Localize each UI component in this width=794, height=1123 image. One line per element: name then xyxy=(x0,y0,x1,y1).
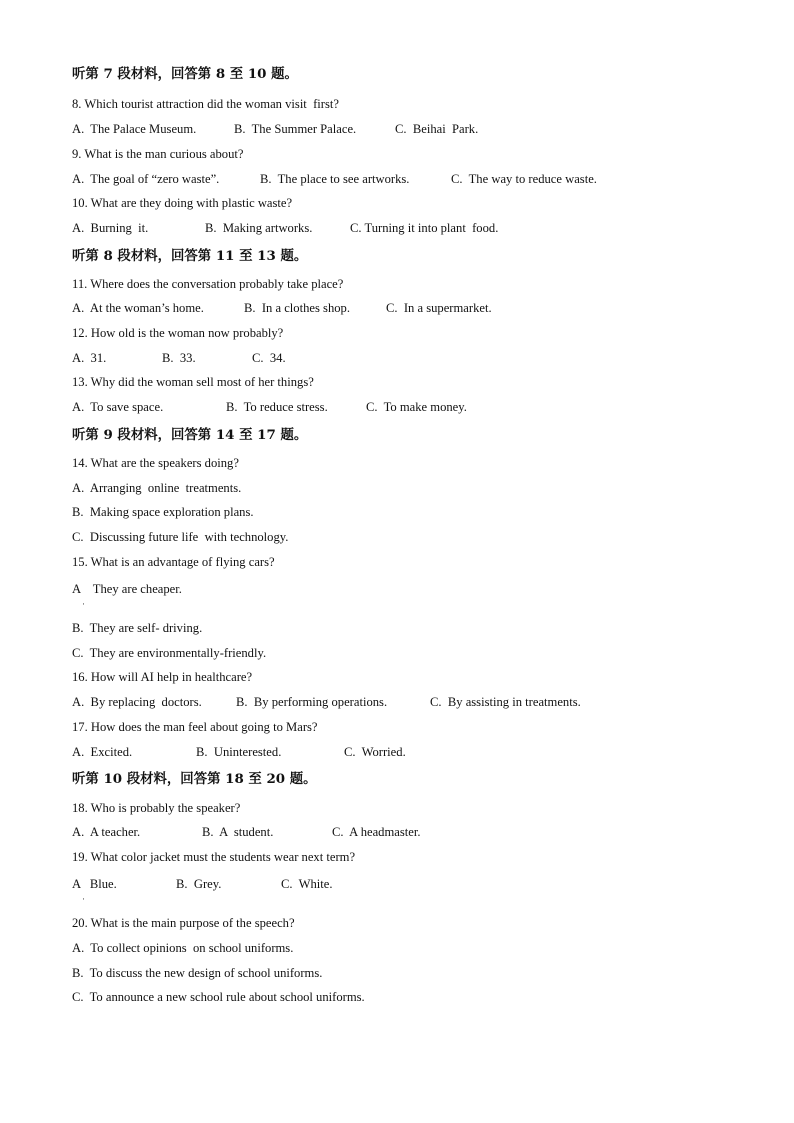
section-heading-9: 听第 9 段材料，回答第 14 至 17 题。 xyxy=(72,427,308,443)
option-a: A. At the woman’s home. xyxy=(72,301,204,315)
section-heading-7: 听第 7 段材料，回答第 8 至 10 题。 xyxy=(72,66,298,82)
question-17-stem: 17. How does the man feel about going to Mars? xyxy=(72,720,318,734)
option-a: A. By replacing doctors. xyxy=(72,695,202,709)
option-b: B. In a clothes shop. xyxy=(244,301,350,315)
question-12-stem: 12. How old is the woman now probably? xyxy=(72,326,284,340)
option-c: C. Worried. xyxy=(344,745,406,759)
option-c: C. Turning it into plant food. xyxy=(350,221,499,235)
question-14-option-a: A. Arranging online treatments. xyxy=(72,481,242,495)
stray-dot: · xyxy=(82,599,85,609)
question-10-stem: 10. What are they doing with plastic waste? xyxy=(72,196,293,210)
option-a: A. The Palace Museum. xyxy=(72,122,197,136)
question-20-option-c: C. To announce a new school rule about school uniforms. xyxy=(72,990,365,1004)
option-c: C. White. xyxy=(281,877,333,891)
section-heading-8: 听第 8 段材料，回答第 11 至 13 题。 xyxy=(72,248,308,264)
option-b: B. To reduce stress. xyxy=(226,400,328,414)
option-c: C. 34. xyxy=(252,351,286,365)
option-a: A. 31. xyxy=(72,351,107,365)
question-9-stem: 9. What is the man curious about? xyxy=(72,147,244,161)
stray-dot: · xyxy=(82,894,85,904)
option-b: B. The Summer Palace. xyxy=(234,122,357,136)
option-a: A Blue. xyxy=(72,877,117,891)
question-14-option-b: B. Making space exploration plans. xyxy=(72,505,254,519)
question-13-stem: 13. Why did the woman sell most of her things? xyxy=(72,375,314,389)
option-c: C. To make money. xyxy=(366,400,467,414)
option-c: C. In a supermarket. xyxy=(386,301,492,315)
option-c: C. A headmaster. xyxy=(332,825,421,839)
option-a: A. The goal of “zero waste”. xyxy=(72,172,220,186)
question-20-option-b: B. To discuss the new design of school uniforms. xyxy=(72,966,323,980)
question-11-stem: 11. Where does the conversation probably take place? xyxy=(72,277,344,291)
section-heading-10: 听第 10 段材料，回答第 18 至 20 题。 xyxy=(72,771,317,787)
option-b: B. Making artworks. xyxy=(205,221,313,235)
question-14-option-c: C. Discussing future life with technology. xyxy=(72,530,289,544)
option-b: B. 33. xyxy=(162,351,196,365)
option-b: B. A student. xyxy=(202,825,274,839)
option-c: C. By assisting in treatments. xyxy=(430,695,581,709)
option-b: B. Uninterested. xyxy=(196,745,282,759)
option-c: C. The way to reduce waste. xyxy=(451,172,597,186)
option-c: C. Beihai Park. xyxy=(395,122,479,136)
question-20-option-a: A. To collect opinions on school uniforms. xyxy=(72,941,294,955)
option-a: A. Burning it. xyxy=(72,221,149,235)
question-8-stem: 8. Which tourist attraction did the woman visit first? xyxy=(72,97,339,111)
question-15-stem: 15. What is an advantage of flying cars? xyxy=(72,555,275,569)
option-b: B. By performing operations. xyxy=(236,695,388,709)
option-b: B. Grey. xyxy=(176,877,222,891)
question-15-option-c: C. They are environmentally-friendly. xyxy=(72,646,267,660)
question-14-stem: 14. What are the speakers doing? xyxy=(72,456,239,470)
question-18-stem: 18. Who is probably the speaker? xyxy=(72,801,241,815)
option-a: A. A teacher. xyxy=(72,825,141,839)
option-a: A. Excited. xyxy=(72,745,133,759)
question-19-stem: 19. What color jacket must the students wear next term? xyxy=(72,850,356,864)
option-b: B. The place to see artworks. xyxy=(260,172,410,186)
question-15-option-b: B. They are self- driving. xyxy=(72,621,203,635)
question-20-stem: 20. What is the main purpose of the speech? xyxy=(72,916,295,930)
question-15-option-a: A They are cheaper. xyxy=(72,582,182,596)
option-a: A. To save space. xyxy=(72,400,164,414)
question-16-stem: 16. How will AI help in healthcare? xyxy=(72,670,253,684)
